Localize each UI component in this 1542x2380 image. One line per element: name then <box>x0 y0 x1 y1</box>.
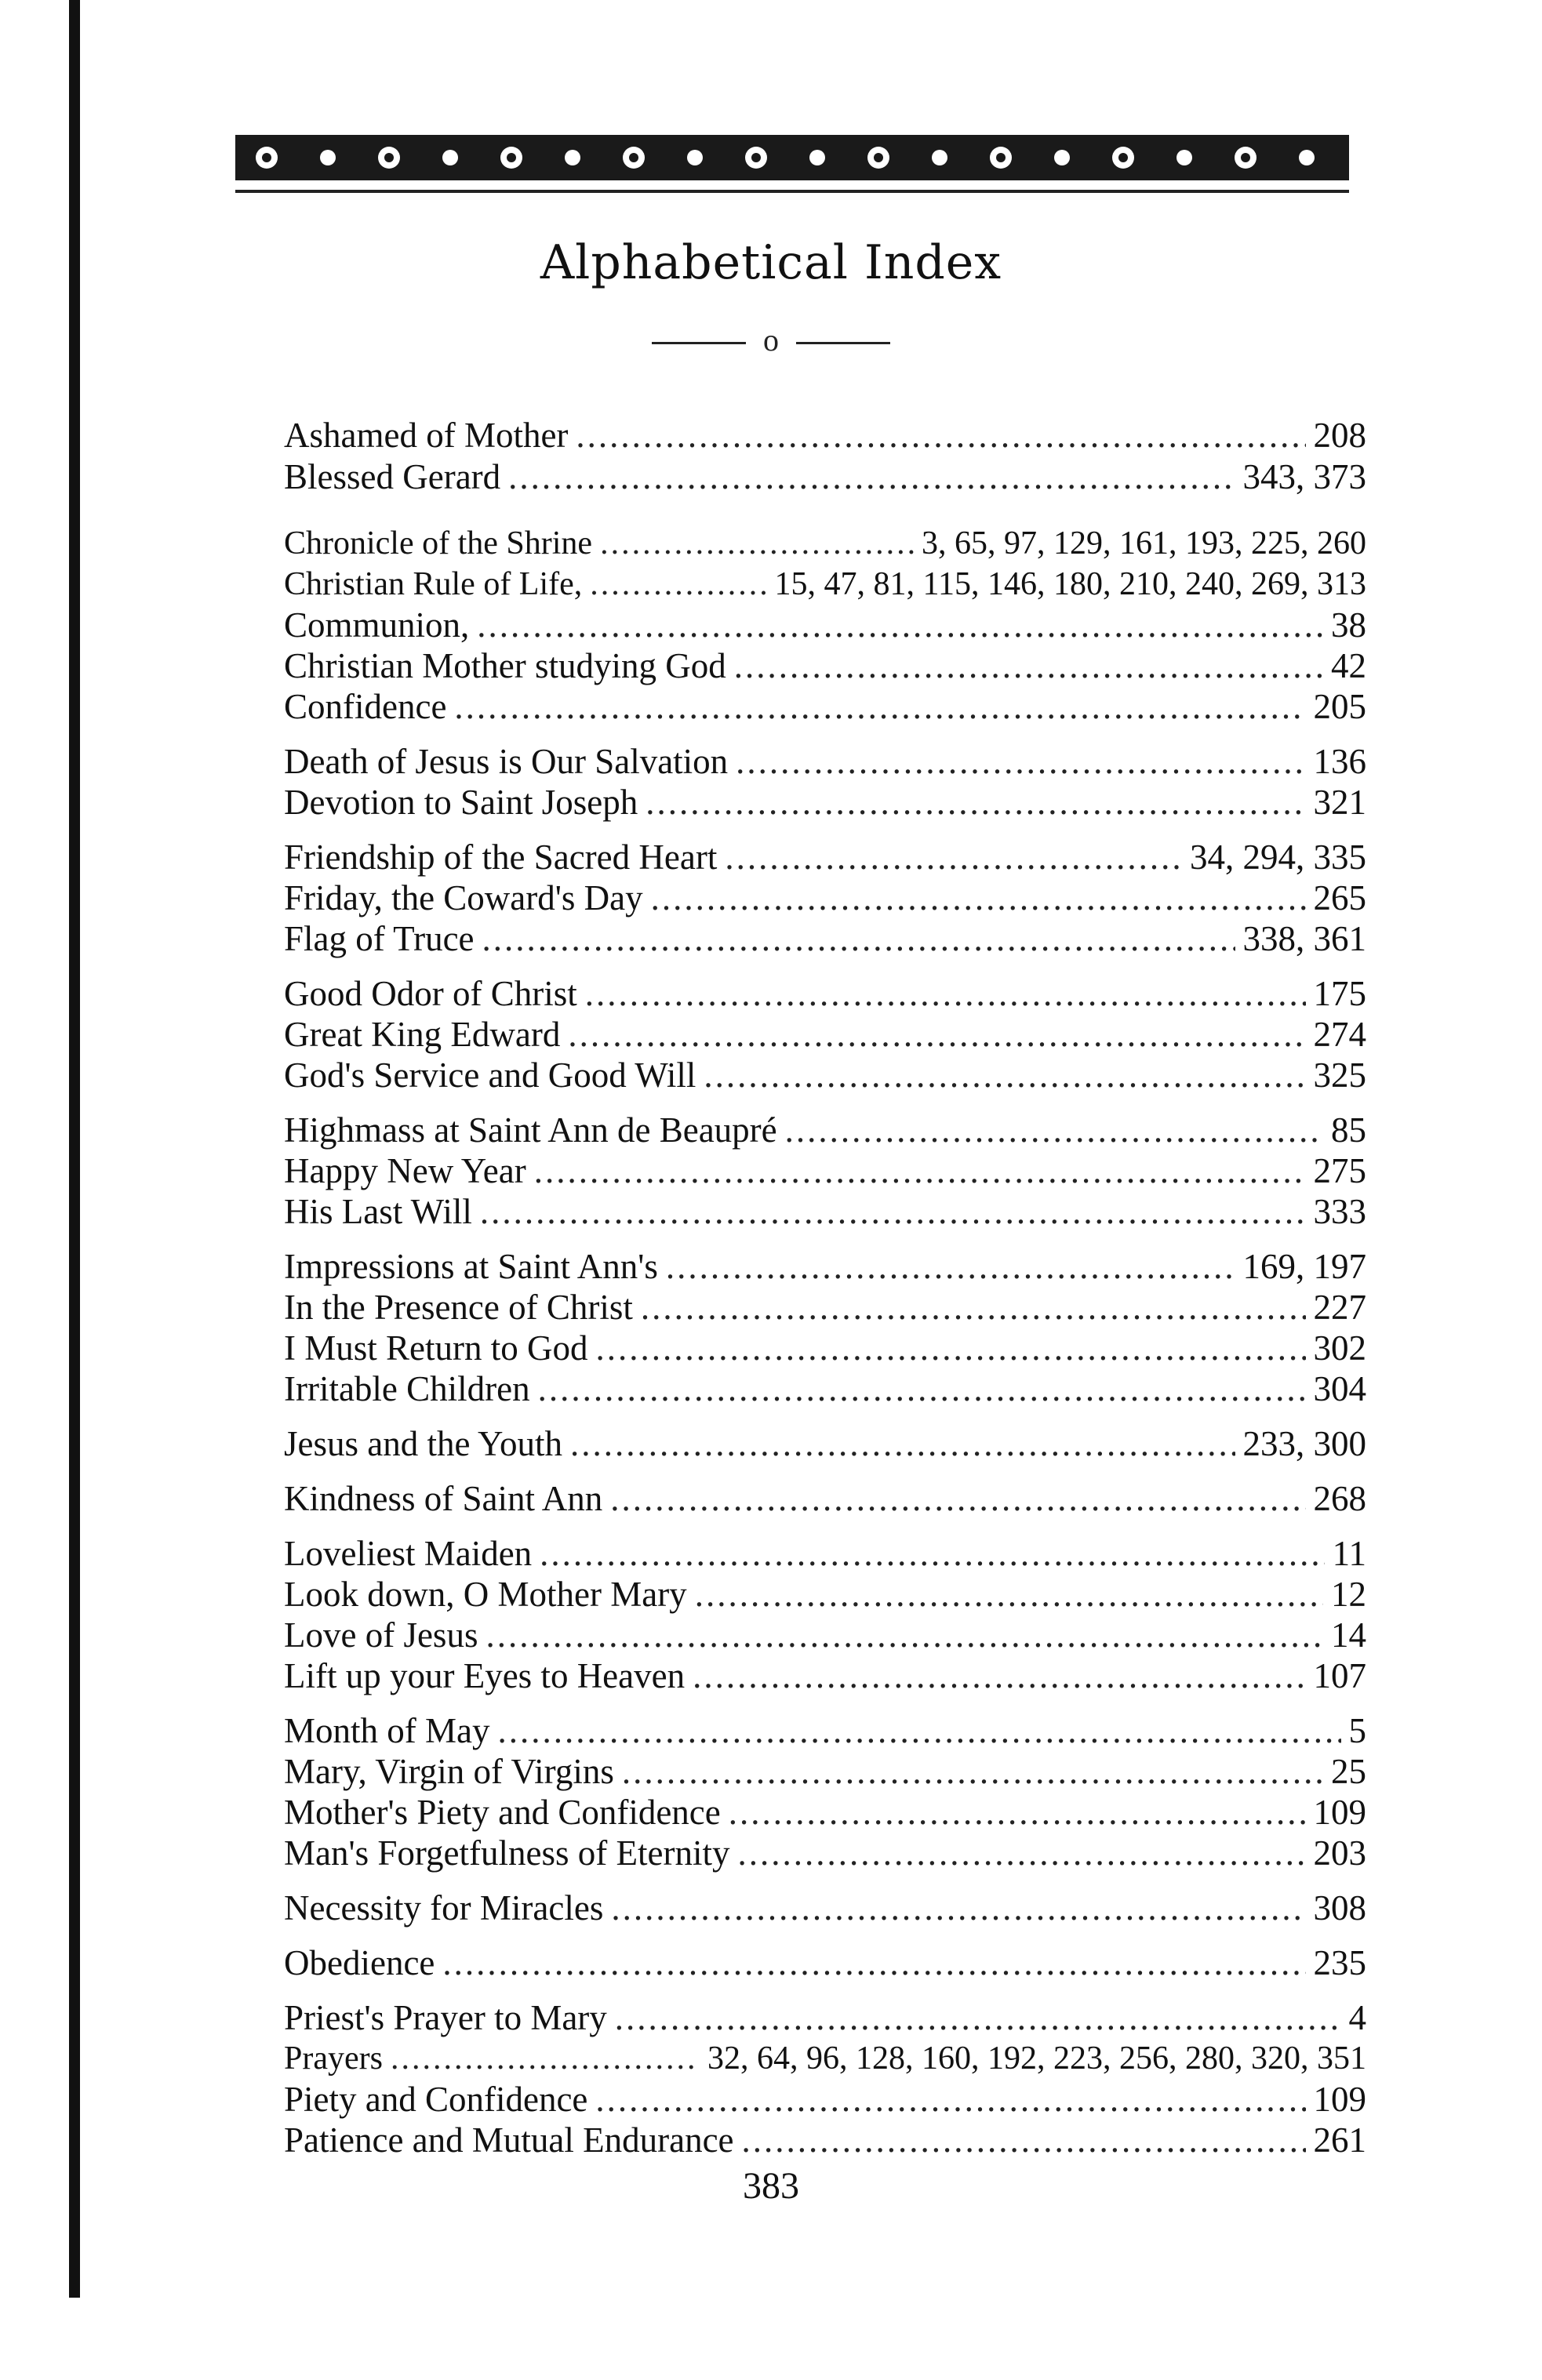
entry-pages: 333 <box>1313 1192 1366 1231</box>
dot-leader <box>596 1328 1306 1368</box>
dot-leader <box>734 646 1323 685</box>
entry-pages: 11 <box>1332 1534 1366 1573</box>
index-entry <box>284 1424 1366 1463</box>
dot-leader <box>729 1793 1306 1832</box>
index-entry <box>284 2080 1366 2119</box>
dot-leader <box>725 838 1182 877</box>
index-entry <box>284 646 1366 685</box>
entry-pages: 85 <box>1331 1110 1366 1150</box>
dot-leader <box>610 1479 1305 1518</box>
index-entry <box>284 1833 1366 1873</box>
entry-title: Mother's Piety and Confidence <box>284 1793 721 1832</box>
dot-leader <box>568 1015 1305 1054</box>
entry-pages: 25 <box>1331 1752 1366 1791</box>
dot-leader <box>641 1288 1306 1327</box>
entry-title: Communion, <box>284 605 470 645</box>
entry-pages: 304 <box>1313 1369 1366 1408</box>
dot-leader <box>695 1575 1323 1614</box>
entry-title: Piety and Confidence <box>284 2080 588 2119</box>
entry-pages: 203 <box>1313 1833 1366 1873</box>
index-entry <box>284 742 1366 781</box>
index-entry <box>284 1793 1366 1832</box>
entry-title: Mary, Virgin of Virgins <box>284 1752 614 1791</box>
dot-leader <box>736 742 1305 781</box>
index-entry <box>284 1479 1366 1518</box>
entry-pages: 261 <box>1313 2120 1366 2160</box>
entry-title: Jesus and the Youth <box>284 1424 563 1463</box>
index-entry <box>284 783 1366 822</box>
entry-pages: 338, 361 <box>1242 919 1366 958</box>
entry-pages: 42 <box>1331 646 1366 685</box>
index-entry <box>284 1943 1366 1982</box>
entry-title: Lift up your Eyes to Heaven <box>284 1656 686 1695</box>
entry-title: Impressions at Saint Ann's <box>284 1247 658 1286</box>
index-entry <box>284 1328 1366 1368</box>
dot-leader <box>508 457 1235 496</box>
entry-title: Blessed Gerard <box>284 457 501 496</box>
dot-leader <box>480 1192 1306 1231</box>
dot-leader <box>538 1369 1306 1408</box>
entry-title: Christian Mother studying God <box>284 646 726 685</box>
entry-title: Flag of Truce <box>284 919 475 958</box>
dot-leader <box>615 1998 1341 2037</box>
entry-title: His Last Will <box>284 1192 472 1231</box>
dot-leader <box>498 1711 1341 1750</box>
index-entry <box>284 1534 1366 1573</box>
index-entry <box>284 838 1366 877</box>
entry-title: Friendship of the Sacred Heart <box>284 838 718 877</box>
divider-line-left <box>652 342 746 344</box>
entry-title: Great King Edward <box>284 1015 561 1054</box>
entry-pages: 169, 197 <box>1242 1247 1366 1286</box>
ornament-rule <box>235 190 1349 193</box>
index-entry <box>284 565 1366 604</box>
entry-pages: 5 <box>1348 1711 1366 1750</box>
entry-title: Loveliest Maiden <box>284 1534 533 1573</box>
index-entry <box>284 457 1366 496</box>
dot-leader <box>595 2080 1305 2119</box>
index-entry <box>284 2120 1366 2160</box>
dot-leader <box>576 416 1305 455</box>
page-number: 383 <box>743 2165 799 2207</box>
dot-leader <box>477 605 1323 645</box>
dot-leader <box>742 2120 1306 2160</box>
entry-title: Devotion to Saint Joseph <box>284 783 638 822</box>
entry-pages: 208 <box>1313 416 1366 455</box>
dot-leader <box>622 1752 1323 1791</box>
index-entry <box>284 1998 1366 2037</box>
entry-pages: 136 <box>1313 742 1366 781</box>
index-entry <box>284 919 1366 958</box>
index-entry <box>284 1110 1366 1150</box>
entry-pages: 109 <box>1313 2080 1366 2119</box>
entry-title: Necessity for Miracles <box>284 1888 604 1928</box>
entry-pages: 107 <box>1313 1656 1366 1695</box>
entry-title: Look down, O Mother Mary <box>284 1575 687 1614</box>
index-entry <box>284 1711 1366 1750</box>
entry-pages: 14 <box>1331 1615 1366 1655</box>
entry-pages: 275 <box>1313 1151 1366 1190</box>
dot-leader <box>600 524 914 563</box>
entry-title: Ashamed of Mother <box>284 416 569 455</box>
entry-pages: 268 <box>1313 1479 1366 1518</box>
index-entry <box>284 1752 1366 1791</box>
index-entry <box>284 1151 1366 1190</box>
dot-leader <box>486 1615 1323 1655</box>
index-entry <box>284 1369 1366 1408</box>
dot-leader <box>646 783 1305 822</box>
index-entry <box>284 974 1366 1013</box>
entry-pages: 175 <box>1313 974 1366 1013</box>
index-entry <box>284 605 1366 645</box>
entry-title: Chronicle of the Shrine <box>284 525 593 561</box>
entry-pages: 227 <box>1313 1288 1366 1327</box>
index-entry <box>284 524 1366 563</box>
entry-title: Highmass at Saint Ann de Beaupré <box>284 1110 777 1150</box>
dot-leader <box>391 2039 700 2078</box>
dot-leader <box>737 1833 1305 1873</box>
dot-leader <box>651 878 1306 917</box>
entry-pages: 325 <box>1313 1056 1366 1095</box>
entry-title: Irritable Children <box>284 1369 530 1408</box>
dot-leader <box>454 687 1305 726</box>
entry-title: Confidence <box>284 687 447 726</box>
dot-leader <box>585 974 1306 1013</box>
index-entry <box>284 416 1366 455</box>
entry-title: I Must Return to God <box>284 1328 588 1368</box>
ornamental-header-band <box>235 135 1349 180</box>
entry-title: God's Service and Good Will <box>284 1056 696 1095</box>
entry-title: Love of Jesus <box>284 1615 478 1655</box>
dot-leader <box>482 919 1235 958</box>
entry-title: Death of Jesus is Our Salvation <box>284 742 729 781</box>
entry-pages: 4 <box>1348 1998 1366 2037</box>
index-entry <box>284 878 1366 917</box>
dot-leader <box>442 1943 1305 1982</box>
entry-title: Kindness of Saint Ann <box>284 1479 603 1518</box>
entry-title: Man's Forgetfulness of Eternity <box>284 1833 730 1873</box>
index-entry <box>284 1575 1366 1614</box>
entry-title: Month of May <box>284 1711 490 1750</box>
dot-leader <box>534 1151 1306 1190</box>
index-entry <box>284 1615 1366 1655</box>
entry-title: Happy New Year <box>284 1151 526 1190</box>
index-entry <box>284 1656 1366 1695</box>
entry-pages: 38 <box>1331 605 1366 645</box>
entry-pages: 3, 65, 97, 129, 161, 193, 225, 260 <box>922 525 1366 561</box>
dot-leader <box>590 565 766 604</box>
dot-leader <box>666 1247 1235 1286</box>
entry-title: Good Odor of Christ <box>284 974 577 1013</box>
index-entry <box>284 1247 1366 1286</box>
dot-leader <box>611 1888 1305 1928</box>
divider-mark: o <box>763 322 779 358</box>
index-entry <box>284 1015 1366 1054</box>
dot-leader <box>785 1110 1323 1150</box>
entry-pages: 235 <box>1313 1943 1366 1982</box>
entry-pages: 308 <box>1313 1888 1366 1928</box>
entry-pages: 302 <box>1313 1328 1366 1368</box>
index-entry <box>284 2039 1366 2078</box>
divider-line-right <box>796 342 890 344</box>
title-divider <box>0 322 1542 358</box>
entry-title: Obedience <box>284 1943 435 1982</box>
dot-leader <box>540 1534 1324 1573</box>
index-entry <box>284 1888 1366 1928</box>
page-title: Alphabetical Index <box>540 235 1002 290</box>
entry-pages: 274 <box>1313 1015 1366 1054</box>
entry-pages: 321 <box>1313 783 1366 822</box>
entry-pages: 109 <box>1313 1793 1366 1832</box>
index-entry <box>284 1288 1366 1327</box>
dot-leader <box>693 1656 1305 1695</box>
entry-title: Christian Rule of Life, <box>284 566 583 602</box>
entry-pages: 343, 373 <box>1242 457 1366 496</box>
entry-pages: 12 <box>1331 1575 1366 1614</box>
entry-pages: 233, 300 <box>1242 1424 1366 1463</box>
entry-title: Patience and Mutual Endurance <box>284 2120 734 2160</box>
entry-title: In the Presence of Christ <box>284 1288 633 1327</box>
entry-pages: 265 <box>1313 878 1366 917</box>
entry-title: Prayers <box>284 2040 383 2077</box>
entry-pages: 34, 294, 335 <box>1190 838 1366 877</box>
entry-pages: 205 <box>1313 687 1366 726</box>
index-entry <box>284 687 1366 726</box>
dot-leader <box>570 1424 1235 1463</box>
entry-pages: 32, 64, 96, 128, 160, 192, 223, 256, 280, 320, 351 <box>707 2040 1366 2077</box>
dot-leader <box>704 1056 1305 1095</box>
index-entry <box>284 1056 1366 1095</box>
entry-pages: 15, 47, 81, 115, 146, 180, 210, 240, 269, 313 <box>774 566 1366 602</box>
index-entry <box>284 1192 1366 1231</box>
entry-title: Priest's Prayer to Mary <box>284 1998 607 2037</box>
entry-title: Friday, the Coward's Day <box>284 878 643 917</box>
